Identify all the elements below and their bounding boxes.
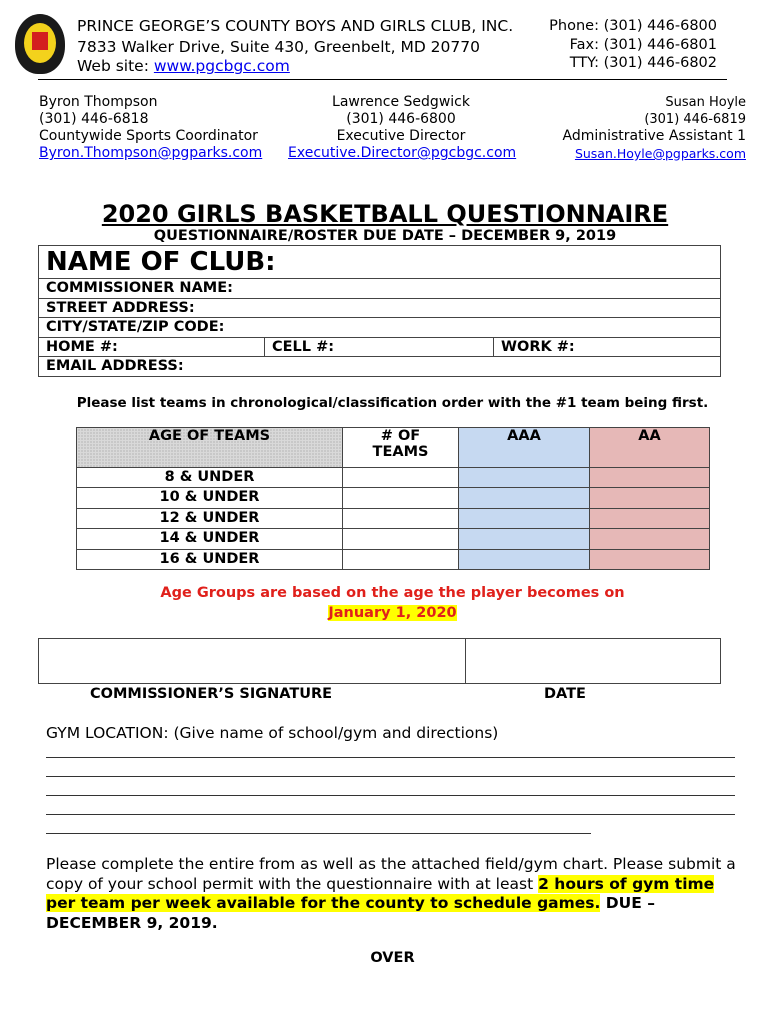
teams-table <box>76 427 710 570</box>
gym-location-line[interactable] <box>46 757 735 758</box>
closing-text: Please complete the entire from as well as the attached field/gym chart. Please submit a copy of your school permit with the questionnaire with at least <box>46 855 736 893</box>
commissioner-field[interactable] <box>39 278 720 298</box>
city-field[interactable] <box>39 317 720 337</box>
num-teams-cell[interactable] <box>343 549 459 569</box>
num-teams-cell[interactable] <box>343 508 459 528</box>
aaa-cell[interactable] <box>459 468 590 488</box>
age-group: 8 & UNDER <box>77 468 343 488</box>
contact-title: Countywide Sports Coordinator <box>39 128 258 144</box>
contact-phone: (301) 446-6818 <box>39 111 149 127</box>
header-aaa: AAA <box>459 428 590 468</box>
gym-time-highlight: 2 hours of gym time per team per week available for the county to schedule games. <box>46 874 715 912</box>
gym-location-line[interactable] <box>46 833 591 834</box>
contact-email-link[interactable]: Executive.Director@pgcbgc.com <box>288 145 517 161</box>
club-name-field[interactable] <box>39 246 720 278</box>
aa-cell[interactable] <box>590 508 710 528</box>
age-note <box>0 584 770 623</box>
table-row <box>77 549 710 569</box>
fax: Fax: (301) 446-6801 <box>569 37 717 53</box>
aaa-cell[interactable] <box>459 488 590 508</box>
gym-location-line[interactable] <box>46 776 735 777</box>
signature-field[interactable] <box>39 639 466 683</box>
contact-name: Byron Thompson <box>39 94 158 110</box>
aa-cell[interactable] <box>590 468 710 488</box>
contact-left <box>39 94 262 162</box>
contact-name: Susan Hoyle <box>665 95 746 110</box>
org-name: PRINCE GEORGE’S COUNTY BOYS AND GIRLS CLUB, INC. <box>77 17 514 35</box>
contact-phone: (301) 446-6800 <box>346 111 456 127</box>
table-row <box>77 508 710 528</box>
contact-center <box>288 94 517 162</box>
closing-paragraph <box>46 855 736 933</box>
over-label: OVER <box>370 950 415 966</box>
phone: Phone: (301) 446-6800 <box>549 18 717 34</box>
age-group: 12 & UNDER <box>77 508 343 528</box>
instructions: Please list teams in chronological/classification order with the #1 team being first. <box>76 395 709 411</box>
aa-cell[interactable] <box>590 488 710 508</box>
age-note-line1: Age Groups are based on the age the player becomes on <box>160 585 625 601</box>
website-line <box>77 56 290 76</box>
home-label: HOME #: <box>46 338 118 355</box>
gym-location-line[interactable] <box>46 795 735 796</box>
contact-name: Lawrence Sedgwick <box>332 94 470 110</box>
table-row <box>77 468 710 488</box>
aaa-cell[interactable] <box>459 529 590 549</box>
age-group: 14 & UNDER <box>77 529 343 549</box>
street-label: STREET ADDRESS: <box>46 299 195 316</box>
form-title: 2020 GIRLS BASKETBALL QUESTIONNAIRE <box>101 200 669 228</box>
contact-phone: (301) 446-6819 <box>644 112 746 127</box>
num-teams-cell[interactable] <box>343 468 459 488</box>
header-age: AGE OF TEAMS <box>77 428 343 468</box>
club-logo <box>15 14 65 74</box>
email-field[interactable] <box>39 356 720 376</box>
email-label: EMAIL ADDRESS: <box>46 358 184 374</box>
header-aa: AA <box>590 428 710 468</box>
age-note-date: January 1, 2020 <box>328 604 457 621</box>
gym-location-line[interactable] <box>46 814 735 815</box>
date-label: DATE <box>544 686 586 702</box>
work-field[interactable] <box>493 338 720 357</box>
header-divider <box>38 79 727 80</box>
contact-right <box>563 94 747 162</box>
org-address: 7833 Walker Drive, Suite 430, Greenbelt, MD 20770 <box>77 38 480 56</box>
age-group: 10 & UNDER <box>77 488 343 508</box>
table-row <box>77 488 710 508</box>
home-field[interactable] <box>39 338 264 357</box>
cell-field[interactable] <box>264 338 493 357</box>
contact-email-link[interactable]: Susan.Hoyle@pgparks.com <box>574 146 746 161</box>
header-num-teams: # OF TEAMS <box>343 428 459 468</box>
city-label: CITY/STATE/ZIP CODE: <box>46 319 225 335</box>
table-row <box>77 529 710 549</box>
phone-row <box>39 337 720 357</box>
street-field[interactable] <box>39 298 720 318</box>
due-date: QUESTIONNAIRE/ROSTER DUE DATE – DECEMBER 9, 2019 <box>153 228 617 244</box>
cell-label: CELL #: <box>272 338 335 355</box>
website-label: Web site: <box>77 57 149 75</box>
aa-cell[interactable] <box>590 549 710 569</box>
age-group: 16 & UNDER <box>77 549 343 569</box>
club-info-form <box>38 245 721 377</box>
contact-email-link[interactable]: Byron.Thompson@pgparks.com <box>39 145 263 161</box>
commissioner-label: COMMISSIONER NAME: <box>46 280 233 296</box>
date-field[interactable] <box>466 639 720 683</box>
club-name-label: NAME OF CLUB: <box>46 247 276 277</box>
website-link[interactable]: www.pgcbgc.com <box>153 57 290 75</box>
contact-title: Administrative Assistant 1 <box>562 128 746 144</box>
work-label: WORK #: <box>501 338 575 355</box>
gym-location-label: GYM LOCATION: (Give name of school/gym and directions) <box>46 724 499 742</box>
signature-label: COMMISSIONER’S SIGNATURE <box>90 686 333 702</box>
contact-title: Executive Director <box>336 128 466 144</box>
num-teams-cell[interactable] <box>343 488 459 508</box>
aaa-cell[interactable] <box>459 549 590 569</box>
num-teams-cell[interactable] <box>343 529 459 549</box>
tty: TTY: (301) 446-6802 <box>569 55 717 71</box>
closing-due: DUE – DECEMBER 9, 2019. <box>46 894 655 932</box>
signature-box <box>38 638 721 684</box>
aaa-cell[interactable] <box>459 508 590 528</box>
aa-cell[interactable] <box>590 529 710 549</box>
